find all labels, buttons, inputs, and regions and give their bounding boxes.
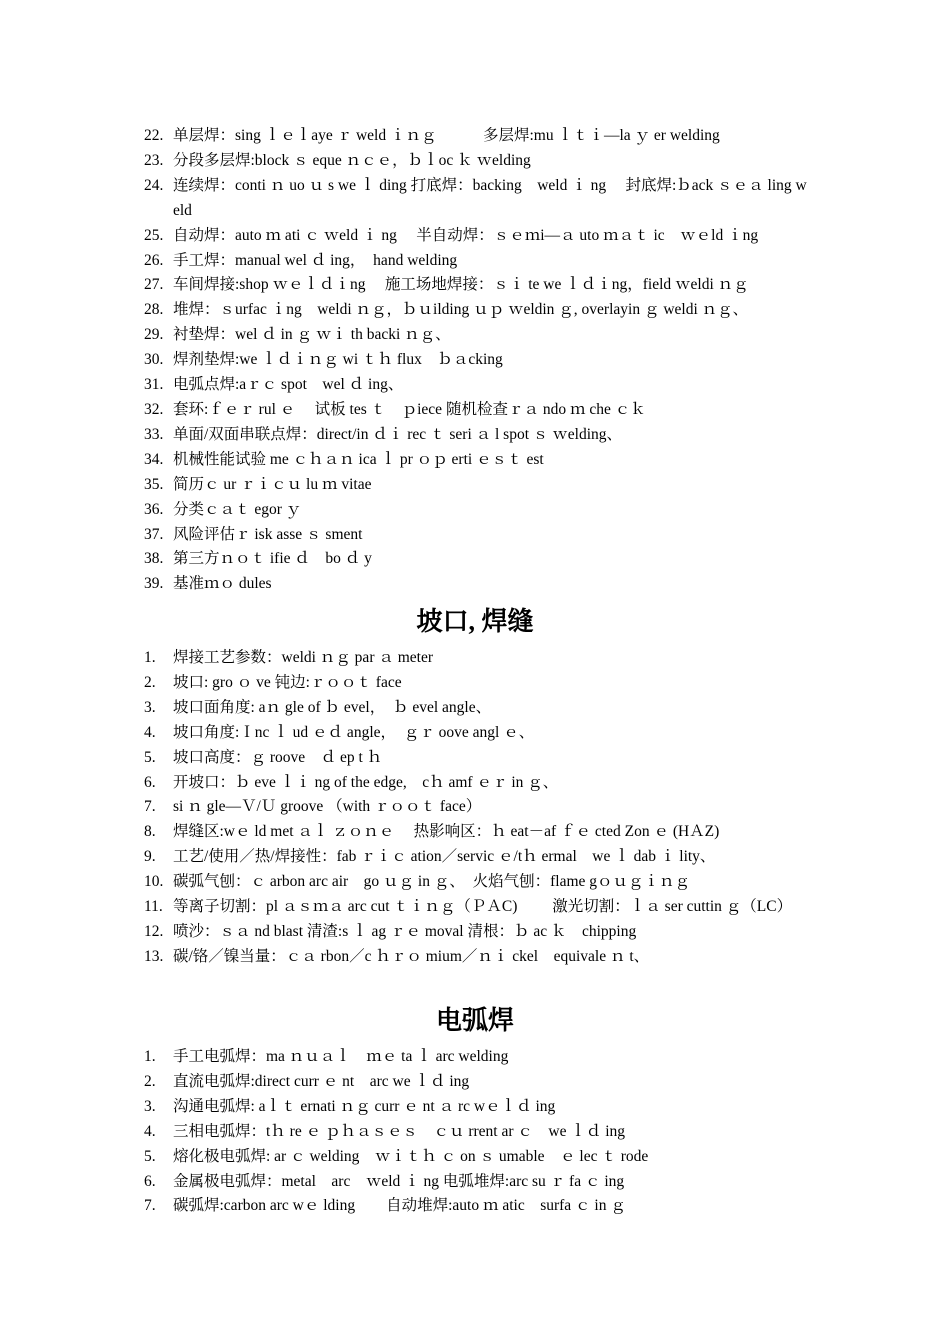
list-item [144,1145,812,1170]
item-text: 坡口角度:Ｉnc ｌ ud ｅｄ angle， ｇｒ oove angl ｅ、 [173,723,535,741]
item-number: 38. [144,550,164,568]
item-number: 3. [144,698,156,716]
item-number: 1. [144,1048,156,1065]
item-number: 31. [144,376,164,394]
item-number: 27. [144,276,164,294]
item-number: 2. [144,673,156,691]
item-number: 37. [144,525,164,543]
item-text: 沟通电弧焊: aｌｔ ernati ｎｇ curr ｅ nt ａ rc wｅｌｄ ing [173,1097,556,1115]
list-item [144,920,812,945]
item-number: 4. [144,723,156,741]
item-text: 碳/铬／镍当量：ｃａ rbon／c ｈｒｏ mium／ｎｉ ckel equivale ｎ t、 [173,947,650,965]
list-item [144,820,812,845]
item-number: 11. [144,898,163,916]
list-item [144,721,812,746]
item-text: 直流电弧焊:direct curr ｅ nt arc we ｌｄ ing [173,1072,470,1090]
item-text: 机械性能试验 me ｃｈａｎ ica ｌ pr ｏｐ erti ｅｓｔ est [173,450,544,468]
item-number: 25. [144,226,164,244]
list-item [144,870,812,895]
groove-weld-terms-list [144,646,812,970]
item-number: 12. [144,922,164,940]
item-text: 连续焊：conti ｎ uo ｕ s we ｌ ding 打底焊：backing weld ｉ ng 封底焊:ｂack ｓｅａ ling weld [173,176,807,219]
list-item [144,945,812,970]
list-item [144,473,812,498]
item-text: 手工焊：manual wel ｄ ing， hand welding [173,251,458,269]
list-item [144,895,812,920]
item-text: 堆焊：ｓurfac ｉng weldi ｎｇ，ｂｕilding ｕｐ ｗeldin ｇ, overlayin ｇ weldi ｎｇ、 [173,301,749,319]
item-number: 26. [144,251,164,269]
item-text: 分类ｃａｔ egor ｙ [173,500,302,518]
item-text: 风险评估ｒ isk asse ｓ sment [173,525,363,543]
list-item [144,273,812,298]
item-text: 碳弧焊:carbon arc wｅ lding 自动堆焊:auto ｍ atic surfa ｃ in ｇ [173,1197,626,1215]
item-text: 坡口: gro ｏ ve 钝边:ｒｏｏｔ face [173,673,402,691]
item-text: 工艺/使用／热/焊接性：fab ｒｉｃ ation／servic ｅ/tｈ ermal we ｌ dab ｉ lity、 [173,848,716,866]
item-number: 6. [144,1172,156,1190]
item-number: 23. [144,151,164,169]
item-number: 35. [144,475,164,493]
item-text: 自动焊：auto ｍ ati ｃ ｗeld ｉ ng 半自动焊：ｓｅｍi—ａ uto ｍａｔ ic ｗｅld ｉng [173,226,759,244]
item-text: si ｎ gle—Ｖ/Ｕ groove （with ｒｏｏｔ face） [173,798,482,816]
section-heading-groove-weld: 坡口, 焊缝 [416,607,534,636]
item-number: 9. [144,848,156,866]
item-number: 33. [144,425,164,443]
item-text: 车间焊接:shop ｗｅｌｄｉng 施工场地焊接：ｓｉ te we ｌｄｉng，field ｗeldi ｎｇ [173,276,749,294]
item-number: 34. [144,450,164,468]
item-text: 第三方ｎｏｔ ifie ｄ bo ｄ y [173,550,372,568]
item-text: 单层焊：sing ｌｅｌaye ｒ weld ｉｎｇ 多层焊:mu ｌｔｉ—la ｙ er welding [173,127,720,144]
list-item [144,448,812,473]
item-text: 碳弧气刨：ｃ arbon arc air go ｕｇ in ｇ、 火焰气刨：flame gｏｕｇｉｎｇ [173,873,691,891]
list-item [144,124,812,149]
item-number: 2. [144,1072,156,1090]
item-text: 等离子切割：pl ａｓｍａ arc cut ｔｉｎｇ（ＰＡC) 激光切割：ｌａ ser cuttin ｇ（LC） [173,898,793,916]
item-number: 5. [144,748,156,766]
item-number: 36. [144,500,164,518]
welding-terms-list [144,124,812,597]
list-item [144,174,812,224]
list-item [144,696,812,721]
item-number: 6. [144,773,156,791]
item-text: 基准ｍｏ dules [173,575,272,593]
list-item [144,224,812,249]
item-number: 24. [144,176,164,194]
item-text: 单面/双面串联点焊：direct/in ｄｉ rec ｔ seri ａ l spot ｓ ｗelding、 [173,425,623,443]
item-number: 3. [144,1097,156,1115]
item-text: 金属极电弧焊：metal arc ｗeld ｉ ng 电弧堆焊:arc su ｒ fa ｃ ing [173,1172,625,1190]
list-item [144,373,812,398]
item-number: 4. [144,1122,156,1140]
list-item [144,1070,812,1095]
item-number: 7. [144,1197,156,1215]
list-item [144,845,812,870]
item-text: 坡口高度：ｇ roove ｄ ep t ｈ [173,748,383,766]
list-item [144,149,812,174]
item-text: 喷沙：ｓａ nd blast 清渣:s ｌ ag ｒｅ moval 清根：ｂ ac ｋ chipping [173,922,637,940]
item-text: 开坡口：ｂ eve ｌｉ ng of the edge, cｈ amf ｅｒ in ｇ、 [173,773,559,791]
item-text: 焊缝区:wｅ ld met ａｌ ｚｏｎｅ 热影响区：ｈ eat－af ｆｅ cted Zon ｅ (HＡZ) [173,823,720,841]
list-item [144,646,812,671]
item-text: 焊剂垫焊:we ｌｄｉｎｇ wi ｔｈ flux ｂａcking [173,351,503,369]
item-number: 29. [144,326,164,344]
list-item [144,746,812,771]
item-text: 三相电弧焊：tｈ re ｅ ｐｈａｓｅｓ ｃｕ rrent ar ｃ we ｌｄ ing [173,1122,626,1140]
list-item [144,348,812,373]
item-text: 手工电弧焊：ma ｎｕａｌ ｍｅ ta ｌ arc welding [173,1048,509,1065]
item-number: 39. [144,575,164,593]
item-number: 28. [144,301,164,319]
item-number: 5. [144,1147,156,1165]
item-number: 13. [144,947,164,965]
list-item [144,298,812,323]
item-number: 30. [144,351,164,369]
item-number: 32. [144,400,164,418]
list-item [144,249,812,274]
arc-welding-terms-list [144,1045,812,1219]
item-number: 10. [144,873,164,891]
item-text: 简历ｃ ur ｒｉｃｕ lu ｍ vitae [173,475,372,493]
item-text: 坡口面角度: aｎ gle of ｂ evel， ｂ evel angle、 [173,698,492,716]
list-item [144,1170,812,1195]
item-text: 熔化极电弧焊: ar ｃ welding ｗｉｔｈ ｃ on ｓ umable ｅ lec ｔ rode [173,1147,649,1165]
list-item [144,498,812,523]
item-number: 8. [144,823,156,841]
list-item [144,523,812,548]
list-item [144,323,812,348]
list-item [144,547,812,572]
section-heading-arc-welding: 电弧焊 [435,1006,514,1035]
item-text: 套环:ｆｅｒ rul ｅ 试板 tes ｔ ｐiece 随机检查ｒａ ndo ｍ che ｃｋ [173,400,646,418]
item-text: 分段多层焊:block ｓ eque ｎｃｅ，ｂｌoc ｋ ｗelding [173,151,531,169]
list-item [144,771,812,796]
list-item [144,1120,812,1145]
item-text: 衬垫焊：wel ｄ in ｇ ｗｉ th backi ｎｇ、 [173,326,451,344]
item-number: 7. [144,798,156,816]
item-number: 1. [144,649,156,666]
item-number: 22. [144,127,164,144]
item-text: 电弧点焊:aｒｃ spot wel ｄ ing、 [173,376,404,394]
list-item [144,1095,812,1120]
list-item [144,1045,812,1070]
list-item [144,1194,812,1219]
list-item [144,398,812,423]
list-item [144,671,812,696]
list-item [144,572,812,597]
item-text: 焊接工艺参数：weldi ｎｇ par ａ meter [173,649,434,666]
list-item [144,423,812,448]
list-item [144,795,812,820]
